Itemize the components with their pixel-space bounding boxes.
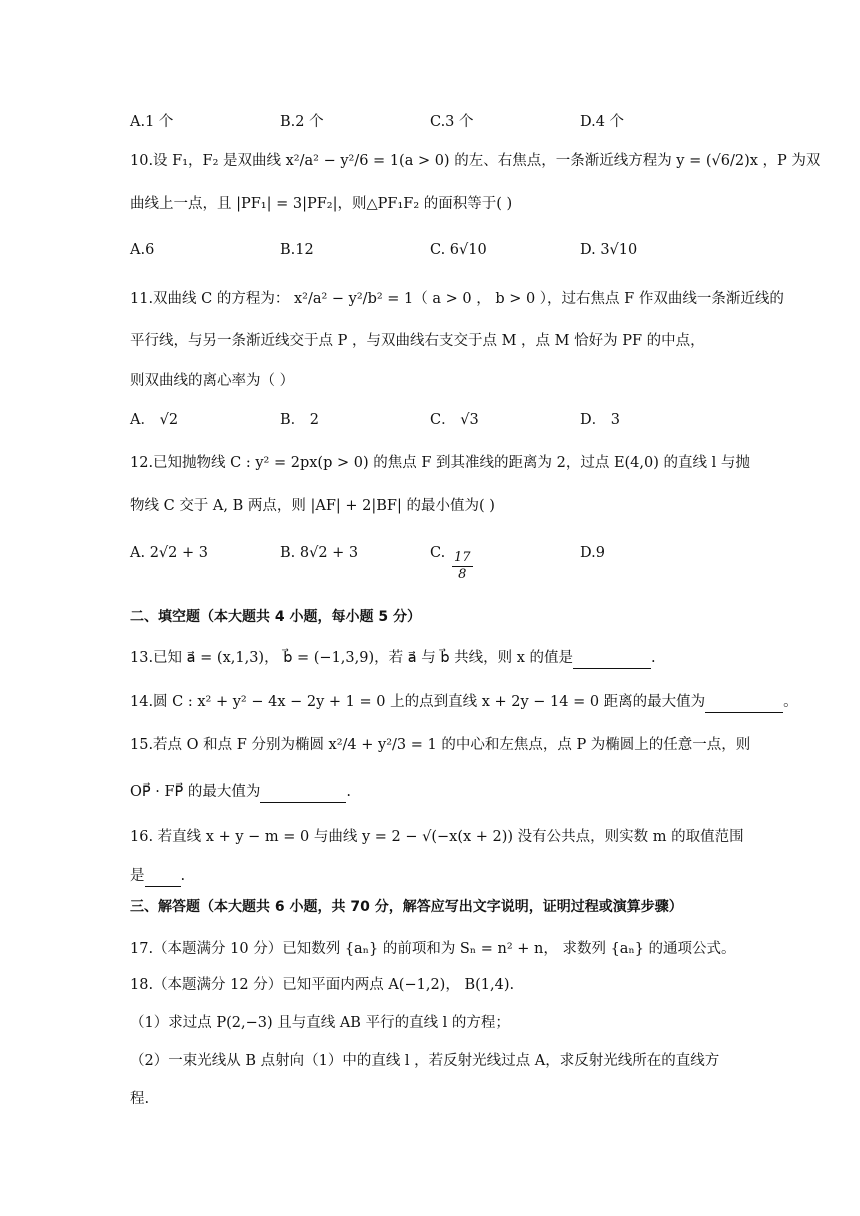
q9-option-c: C.3 个 xyxy=(430,114,474,130)
q17-line: 17.（本题满分 10 分）已知数列 {aₙ} 的前项和为 Sₙ = n² + n， 求数列 {aₙ} 的通项公式。 xyxy=(130,941,736,957)
q12-line-2: 物线 C 交于 A, B 两点，则 |AF| + 2|BF| 的最小值为( ) xyxy=(130,498,495,514)
q16-line-2 xyxy=(130,864,734,887)
q15-line-2 xyxy=(130,780,734,803)
q15-line-2-text: OP⃗ · FP⃗ 的最大值为 xyxy=(130,784,261,800)
q12-option-c-fraction xyxy=(450,550,475,583)
q11-option-c: C． √3 xyxy=(430,412,479,428)
q10-options xyxy=(130,242,734,264)
q18-line-3: （2）一束光线从 B 点射向（1）中的直线 l ，若反射光线过点 A，求反射光线所在的直线方 xyxy=(130,1053,720,1069)
q13-answer-blank xyxy=(573,646,651,669)
q11-options xyxy=(130,408,734,430)
q14-end: 。 xyxy=(783,694,798,710)
q14-text: 14.圆 C : x² + y² − 4x − 2y + 1 = 0 上的点到直线 x + 2y − 14 = 0 距离的最大值为 xyxy=(130,694,706,710)
q15-end: . xyxy=(346,784,351,800)
q11-option-a: A． √2 xyxy=(130,412,179,428)
q18-line-1: 18.（本题满分 12 分）已知平面内两点 A(−1,2)， B(1,4). xyxy=(130,977,515,993)
q11-line-1: 11.双曲线 C 的方程为： x²/a² − y²/b² = 1（ a > 0 ， b > 0 ），过右焦点 F 作双曲线一条渐近线的 xyxy=(130,291,784,307)
q12-option-d: D.9 xyxy=(580,545,605,561)
q13-line xyxy=(130,646,734,669)
q11-option-d: D． 3 xyxy=(580,412,620,428)
q14-line xyxy=(130,690,798,713)
q11-option-b: B． 2 xyxy=(280,412,319,428)
q10-line-1: 10.设 F₁，F₂ 是双曲线 x²/a² − y²/6 = 1(a > 0) 的左、右焦点，一条渐近线方程为 y = (√6/2)x ，P 为双 xyxy=(130,153,821,169)
q10-option-b: B.12 xyxy=(280,242,314,258)
q9-option-a: A.1 个 xyxy=(130,114,174,130)
q12-options xyxy=(130,545,734,567)
q11-line-3: 则双曲线的离心率为（ ） xyxy=(130,373,295,389)
q12-option-b: B. 8√2 + 3 xyxy=(280,545,359,561)
q12-option-a: A. 2√2 + 3 xyxy=(130,545,208,561)
section-heading-fill-in: 二、填空题（本大题共 4 小题，每小题 5 分） xyxy=(130,609,421,625)
q10-option-c: C. 6√10 xyxy=(430,242,487,258)
q9-option-d: D.4 个 xyxy=(580,114,625,130)
q10-option-d: D. 3√10 xyxy=(580,242,638,258)
q13-text: 13.已知 a⃗ = (x,1,3)， b⃗ = (−1,3,9)，若 a⃗ 与 b⃗ 共线，则 x 的值是 xyxy=(130,650,574,666)
section-heading-solutions: 三、解答题（本大题共 6 小题，共 70 分，解答应写出文字说明，证明过程或演算步骤） xyxy=(130,899,683,915)
q9-option-b: B.2 个 xyxy=(280,114,324,130)
q14-answer-blank xyxy=(705,690,783,713)
q10-line-2: 曲线上一点，且 |PF₁| = 3|PF₂|，则△PF₁F₂ 的面积等于( ) xyxy=(130,196,513,212)
q16-answer-blank xyxy=(145,864,181,887)
fraction-numerator: 17 xyxy=(454,550,471,565)
q12-line-1: 12.已知抛物线 C : y² = 2px(p > 0) 的焦点 F 到其准线的距离为 2，过点 E(4,0) 的直线 l 与抛 xyxy=(130,455,750,471)
q18-line-2: （1）求过点 P(2,−3) 且与直线 AB 平行的直线 l 的方程； xyxy=(130,1015,510,1031)
q15-line-1: 15.若点 O 和点 F 分别为椭圆 x²/4 + y²/3 = 1 的中心和左焦点，点 P 为椭圆上的任意一点，则 xyxy=(130,737,751,753)
q15-answer-blank xyxy=(260,780,346,803)
q16-end: . xyxy=(180,868,186,884)
q16-line-2-text: 是 xyxy=(130,868,145,884)
q16-line-1: 16. 若直线 x + y − m = 0 与曲线 y = 2 − √(−x(x + 2)) 没有公共点，则实数 m 的取值范围 xyxy=(130,829,744,845)
q10-option-a: A.6 xyxy=(130,242,155,258)
q12-option-c: C. xyxy=(430,545,446,561)
q9-options xyxy=(130,110,734,132)
q11-line-2: 平行线，与另一条渐近线交于点 P ，与双曲线右支交于点 M ，点 M 恰好为 PF 的中点， xyxy=(130,333,705,349)
q13-end: . xyxy=(651,650,656,666)
q18-line-4: 程. xyxy=(130,1091,150,1107)
fraction-denominator: 8 xyxy=(458,567,467,582)
